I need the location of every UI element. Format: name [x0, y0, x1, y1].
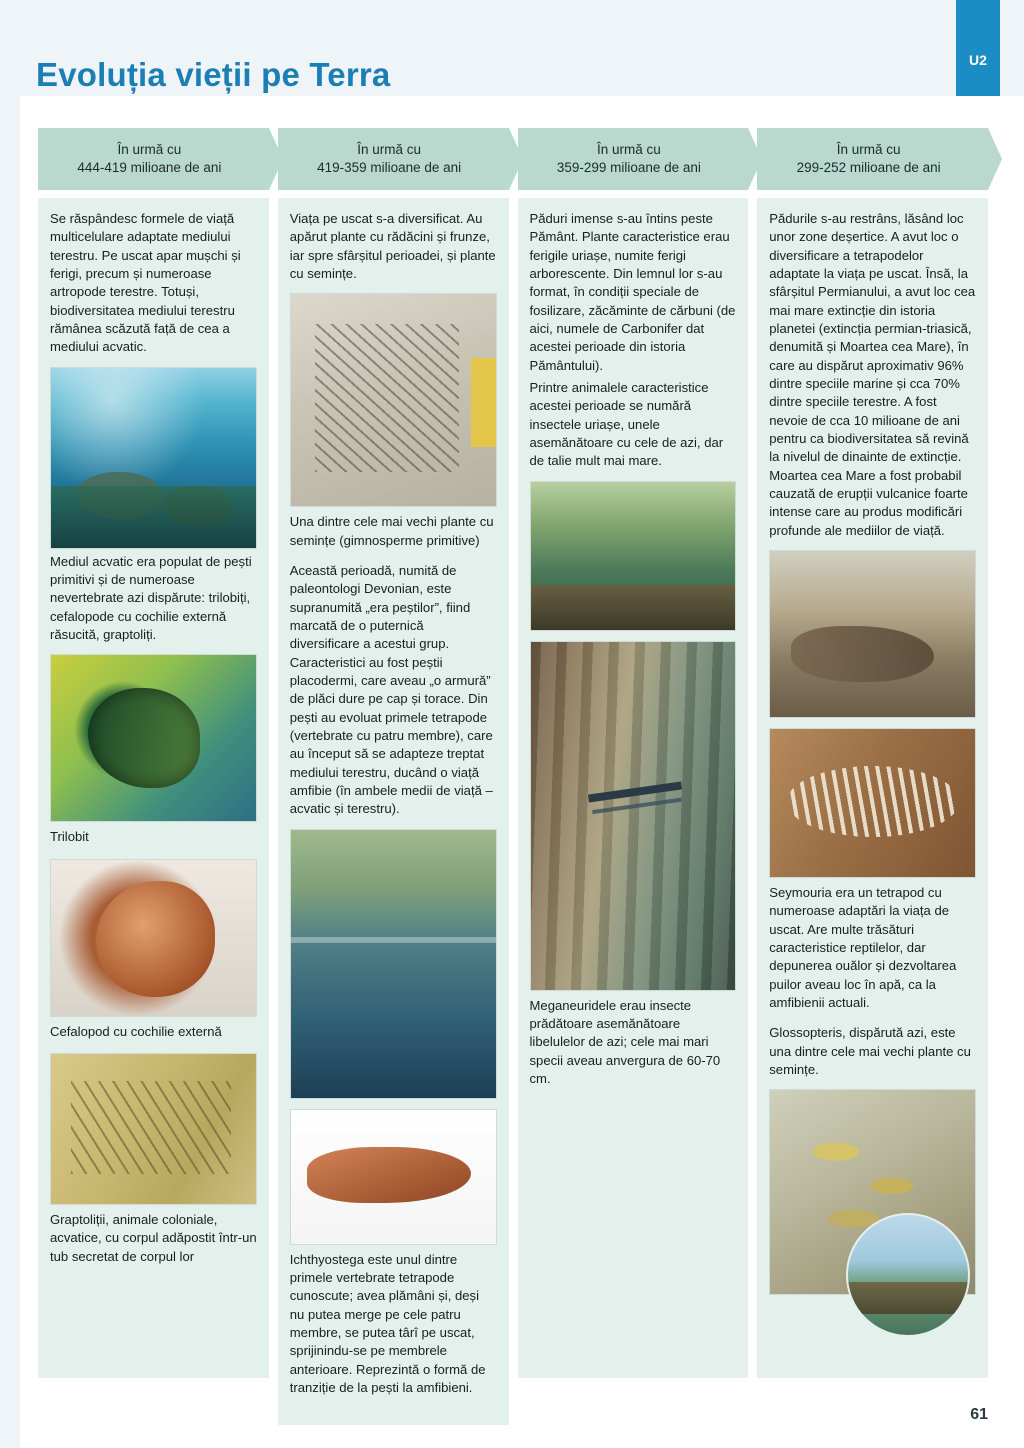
period-label-range: 419-359 milioane de ani — [317, 160, 462, 175]
figure-glossopteris — [769, 1089, 976, 1295]
cephalopod-shell-fossil-photo — [50, 859, 257, 1017]
timeline-column-permian — [757, 128, 988, 1425]
figure-caption-graptolite: Graptoliții, animale coloniale, acvatice, cu corpul adăpostit într-un tub secretat de corpul lor — [50, 1211, 257, 1264]
figure-carboniferous-forest — [530, 481, 737, 631]
period-header-devonian — [278, 128, 509, 190]
figure-caption-seymouria: Seymouria era un tetrapod cu numeroase adaptări la viața de uscat. Are multe trăsături caracteristice reptilelor, dar depunerea ouălor și dezvoltarea puilor aveau loc în apă, ca la amfibienii actuali. — [769, 884, 957, 1010]
figure-permian-landscape — [769, 550, 976, 718]
column-body-devonian — [278, 198, 509, 1425]
page-number: 61 — [970, 1406, 988, 1423]
period-label-prefix: În urmă cu — [357, 142, 422, 158]
figure-seed-plant-fossil — [290, 293, 497, 507]
period-label-prefix: În urmă cu — [596, 142, 661, 158]
figure-caption-trilobite: Trilobit — [50, 829, 89, 845]
figure-graptolite — [50, 1053, 257, 1205]
paragraph: Se răspândesc formele de viață multicelulare adaptate mediului terestru. Pe uscat apar mușchi și ferigi, precum și numeroase artropode terestre. Totuși, biodiversitatea mediului terestru rămânea scăzută față de cea a mediului acvatic. — [50, 211, 241, 355]
figure-silurian-marine-life — [50, 367, 257, 549]
period-label-prefix: În urmă cu — [836, 142, 901, 158]
silurian-marine-life-illustration — [50, 367, 257, 549]
graptolite-fossil-photo — [50, 1053, 257, 1205]
period-header-carboniferous — [518, 128, 749, 190]
glossopteris-habitat-inset — [846, 1213, 970, 1337]
figure-caption-cephalopod: Cefalopod cu cochilie externă — [50, 1023, 222, 1039]
permian-landscape-illustration — [769, 550, 976, 718]
trilobite-fossil-photo — [50, 654, 257, 822]
figure-seymouria — [769, 728, 976, 878]
page-title: Evoluția vieții pe Terra — [36, 56, 391, 94]
paragraph: Păduri imense s-au întins peste Pământ. Plante caracteristice erau ferigile uriașe, numite ferigi arborescente. Din lemnul lor s-au format, în condiții speciale de fosilizare, zăcăminte de cărbuni (de aici, numele de Carbonifer dat acestei perioade din istoria Pământului). — [529, 211, 736, 373]
figure-cephalopod — [50, 859, 257, 1017]
period-label-range: 444-419 milioane de ani — [77, 160, 222, 175]
carboniferous-forest-illustration — [530, 481, 737, 631]
period-header-silurian — [38, 128, 269, 190]
meganeura-illustration — [530, 641, 737, 991]
paragraph: Pădurile s-au restrâns, lăsând loc unor zone deșertice. A avut loc o diversificare a tetrapodelor adaptate la viața pe uscat. Însă, la sfârșitul Permianului, a avut loc cea mai mare extincție din istoria planetei (extincția permian-triasică, denumită și Moartea cea Mare), în care au dispărut aproximativ 96% dintre speciile marine și cca 70% dintre speciile terestre. A fost nevoie de cca 10 milioane de ani pentru ca biodiversitatea să revină la nivelul de dinainte de extincție. Moartea cea Mare a fost probabil cauzată de erupții vulcanice foarte intense care au produs modificări profunde ale mediilor de viață. — [769, 211, 976, 538]
timeline-column-silurian — [38, 128, 269, 1425]
timeline-column-devonian — [278, 128, 509, 1425]
timeline-columns — [38, 128, 988, 1425]
seed-plant-fossil-photo — [290, 293, 497, 507]
period-label-range: 299-252 milioane de ani — [796, 160, 941, 175]
period-header-permian — [757, 128, 988, 190]
ichthyostega-illustration — [290, 1109, 497, 1245]
period-label-range: 359-299 milioane de ani — [556, 160, 701, 175]
timeline-column-carboniferous — [518, 128, 749, 1425]
period-label-prefix: În urmă cu — [117, 142, 182, 158]
paragraph: Printre animalele caracteristice acestei perioade se numără insectele uriașe, unele asemănătoare cu cele de azi, dar de talie mult mai mare. — [529, 379, 724, 469]
column-body-carboniferous — [518, 198, 749, 1378]
column-body-silurian — [38, 198, 269, 1378]
figure-meganeura — [530, 641, 737, 991]
figure-caption-ichthyostega: Ichthyostega este unul dintre primele vertebrate tetrapode cunoscute; avea plămâni și, deși nu putea merge pe cele patru membre, se putea târî pe uscat, sprijinindu-se pe membrele anterioare. Reprezintă o formă de tranziție de la pești la amfibieni. — [289, 1251, 486, 1395]
figure-caption-meganeura: Meganeuridele erau insecte prădătoare asemănătoare libelulelor de azi; cele mai mari specii aveau anvergura de 60-70 cm. — [529, 997, 721, 1086]
paragraph: Glossopteris, dispărută azi, este una dintre cele mai vechi plante cu semințe. — [769, 1025, 971, 1077]
seymouria-fossil-photo — [769, 728, 976, 878]
figure-caption-seed-plant: Una dintre cele mai vechi plante cu semințe (gimnosperme primitive) — [289, 514, 494, 548]
figure-trilobite — [50, 654, 257, 822]
figure-ichthyostega — [290, 1109, 497, 1245]
left-decorative-rail — [0, 96, 20, 1448]
devonian-fishes-illustration — [290, 829, 497, 1099]
figure-devonian-fishes — [290, 829, 497, 1099]
unit-tab: U2 — [956, 0, 1000, 96]
paragraph: Viața pe uscat s-a diversificat. Au apărut plante cu rădăcini și frunze, iar spre sfârșitul perioadei, și plante cu semințe. — [289, 211, 496, 281]
paragraph: Mediul acvatic era populat de pești primitivi și de numeroase nevertebrate azi dispărute: trilobiți, cefalopode cu cochilie externă răsucită, graptoliți. — [50, 553, 252, 642]
column-body-permian — [757, 198, 988, 1378]
paragraph: Această perioadă, numită de paleontologi Devonian, este supranumită „era peștilor”, fiind marcată de o puternică diversificare a acestui grup. Caracteristici au fost peștii placodermi, care aveau „o armură” de plăci dure pe cap și torace. Din pești au evoluat primele tetrapode (vertebrate cu patru membre), care au început să se adapteze treptat mediului terestru, ducând o viață amfibie (în ambele medii de viață – acvatic și terestru). — [289, 562, 493, 817]
